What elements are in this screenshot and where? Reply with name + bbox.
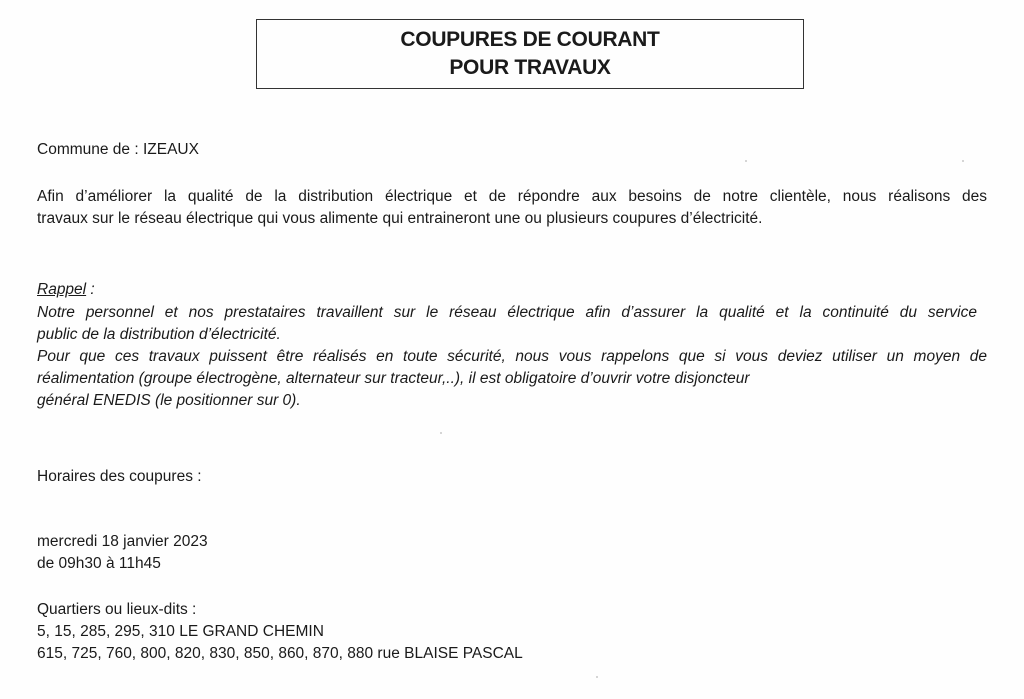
intro-line-1: Afin d’améliorer la qualité de la distribution électrique et de répondre aux besoins de notre clientèle, nous réalisons des xyxy=(37,188,987,205)
scan-speck xyxy=(962,160,964,162)
scan-speck xyxy=(596,676,598,678)
quartiers-line-2: 615, 725, 760, 800, 820, 830, 850, 860, 870, 880 rue BLAISE PASCAL xyxy=(37,645,523,662)
intro-line-2: travaux sur le réseau électrique qui vous alimente qui entraineront une ou plusieurs coupures d’électricité. xyxy=(37,210,763,227)
rappel-line-1: Notre personnel et nos prestataires travaillent sur le réseau électrique afin d’assurer la qualité et la continuité du service xyxy=(37,304,977,321)
title-line-1: COUPURES DE COURANT xyxy=(400,28,660,51)
horaires-label: Horaires des coupures : xyxy=(37,468,202,485)
schedule-date: mercredi 18 janvier 2023 xyxy=(37,533,208,550)
rappel-line-5: général ENEDIS (le positionner sur 0). xyxy=(37,392,301,409)
rappel-heading xyxy=(37,279,95,301)
title-box xyxy=(256,19,804,89)
title-line-2: POUR TRAVAUX xyxy=(449,56,611,79)
commune-label: Commune de : IZEAUX xyxy=(37,141,199,158)
quartiers-label: Quartiers ou lieux-dits : xyxy=(37,601,197,618)
intro-paragraph xyxy=(37,186,987,230)
rappel-line-2: public de la distribution d’électricité. xyxy=(37,326,281,343)
rappel-heading-suffix: : xyxy=(86,281,95,298)
scan-speck xyxy=(745,160,747,162)
rappel-line-4: réalimentation (groupe électrogène, alternateur sur tracteur,..), il est obligatoire d’ouvrir votre disjoncteur xyxy=(37,370,750,387)
quartiers-line-1: 5, 15, 285, 295, 310 LE GRAND CHEMIN xyxy=(37,623,324,640)
rappel-paragraph xyxy=(37,302,987,412)
schedule-time: de 09h30 à 11h45 xyxy=(37,555,161,572)
scan-speck xyxy=(440,432,442,434)
rappel-line-3: Pour que ces travaux puissent être réalisés en toute sécurité, nous vous rappelons que si vous deviez utiliser un moyen de xyxy=(37,348,987,365)
rappel-heading-word: Rappel xyxy=(37,281,87,298)
